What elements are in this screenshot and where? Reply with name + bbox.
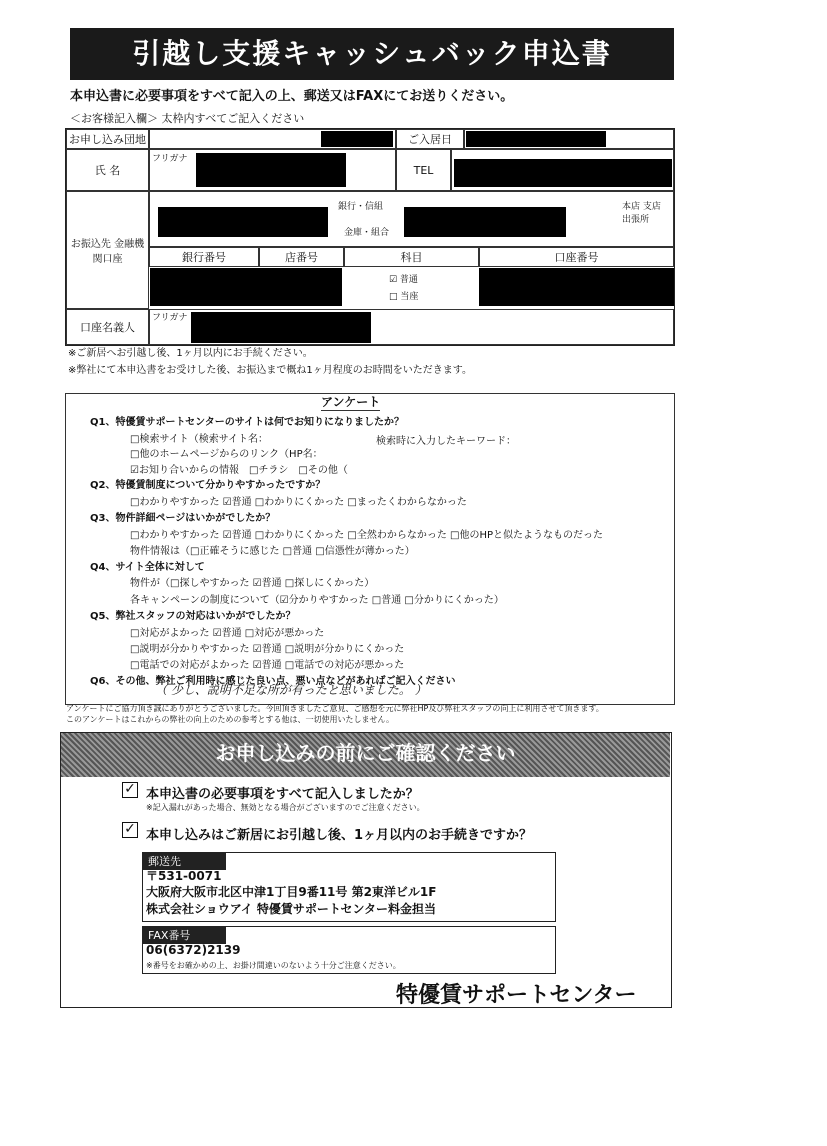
confirmation-heading: お申し込みの前にご確認ください [61, 733, 670, 777]
mail-zip: 〒531-0071 [146, 869, 222, 883]
survey-heading: アンケート [321, 395, 381, 409]
q1-text: Q1、特優賃サポートセンターのサイトは何でお知りになりましたか？ [90, 417, 405, 428]
fax-number: 06(6372)2139 [146, 943, 241, 957]
type-normal-checkbox[interactable]: ☑ 普通 [389, 275, 418, 285]
q5-options-service[interactable]: □対応がよかった ☑普通 □対応が悪かった [130, 628, 325, 639]
q1-option-search[interactable]: □検索サイト（検索サイト名： [130, 434, 269, 445]
holder-label: 口座名義人 [66, 309, 149, 345]
q1-option-link[interactable]: □他のホームページからのリンク（HP名： [130, 449, 323, 460]
redacted-bank-numbers [150, 268, 342, 306]
col-type: 科目 [344, 247, 479, 267]
mail-address: 大阪府大阪市北区中津1丁目9番11号 第2東洋ビル1F [146, 885, 437, 899]
col-account-no: 口座番号 [479, 247, 674, 267]
q3-options[interactable]: □わかりやすかった ☑普通 □わかりにくかった □全然わからなかった □他のHPと似たようなものだった [130, 530, 604, 541]
q1-option-keyword: 検索時に入力したキーワード： [376, 436, 516, 447]
form-notes: ※ご新居へお引越し後、1ヶ月以内にお手続ください。 ※弊社にて本申込書をお受けした後、お振込まで概ね1ヶ月程度のお時間をいただきます。 [68, 348, 472, 376]
survey-notes: アンケートにご協力頂き誠にありがとうございました。今回頂きましたご意見、ご感想を元に弊社HP及び弊社スタッフの向上に利用させて頂きます。 このアンケートはこれからの弊社の向上のための参考とする他は、一切使用いたしません。 [66, 704, 604, 724]
q6-handwritten-answer[interactable]: （ 少し、説明不足な所が有ったと思いました。 ） [155, 683, 427, 697]
move-in-label: ご入居日 [396, 129, 464, 149]
check-2-text: 本申し込みはご新居にお引越し後、1ヶ月以内のお手続きですか？ [146, 828, 533, 843]
check-1-text: 本申込書の必要事項をすべて記入しましたか？ [146, 787, 419, 802]
center-name: 特優賃サポートセンター [396, 983, 637, 1008]
q2-text: Q2、特優賃制度について分かりやすかったですか？ [90, 480, 326, 491]
col-branch-no: 店番号 [259, 247, 344, 267]
col-bank-no: 銀行番号 [149, 247, 259, 267]
q5-options-phone[interactable]: □電話での対応がよかった ☑普通 □電話での対応が悪かった [130, 660, 405, 671]
redacted-account-number [479, 268, 674, 306]
redacted-name [196, 153, 346, 187]
fax-note: ※番号をお確かめの上、お掛け間違いのないよう十分ご注意ください。 [146, 961, 401, 970]
intro-text: 本申込書に必要事項をすべて記入の上、郵送又はFAXにてお送りください。 [70, 89, 514, 104]
fax-tag: FAX番号 [142, 926, 226, 944]
branch-type-options: 本店 支店 出張所 [622, 202, 661, 225]
redacted-bank [158, 207, 328, 237]
q5-options-explanation[interactable]: □説明が分かりやすかった ☑普通 □説明が分かりにくかった [130, 644, 405, 655]
redacted-tel [454, 159, 672, 187]
q1-option-others[interactable]: ☑お知り合いからの情報 □チラシ □その他（ [130, 465, 348, 476]
bank-type-options-2: 金庫・組合 [344, 228, 390, 238]
check-1-note: ※記入漏れがあった場合、無効となる場合がございますのでご注意ください。 [146, 803, 425, 812]
bank-type-options: 銀行・信組 [338, 202, 384, 212]
q6-text: Q6、その他、弊社ご利用時に感じた良い点、悪い点などがあればご記入ください [90, 676, 456, 687]
mail-tag: 郵送先 [142, 852, 226, 870]
q5-text: Q5、弊社スタッフの対応はいかがでしたか？ [90, 611, 296, 622]
name-furigana-label: フリガナ [152, 154, 188, 164]
form-title: 引越し支援キャッシュバック申込書 [70, 28, 674, 80]
fill-note: ＜お客様記入欄＞ 太枠内すべてご記入ください [70, 112, 305, 125]
q4-options-campaign[interactable]: 各キャンペーンの制度について（☑分かりやすかった □普通 □分かりにくかった） [130, 595, 504, 606]
customer-form [65, 128, 675, 346]
q2-options[interactable]: □わかりやすかった ☑普通 □わかりにくかった □まったくわからなかった [130, 497, 467, 508]
tel-label: TEL [396, 149, 451, 191]
q4-text: Q4、サイト全体に対して [90, 562, 205, 573]
redacted-holder [191, 312, 371, 343]
q4-options-property[interactable]: 物件が（□探しやすかった ☑普通 □探しにくかった） [130, 578, 375, 589]
check-2-checkbox[interactable]: ✓ [122, 822, 138, 838]
redacted-branch [404, 207, 566, 237]
q3-text: Q3、物件詳細ページはいかがでしたか？ [90, 513, 276, 524]
redacted-move-in [466, 131, 606, 147]
type-current-checkbox[interactable]: □ 当座 [389, 292, 419, 302]
mail-company: 株式会社ショウアイ 特優賃サポートセンター料金担当 [146, 902, 437, 916]
check-1-checkbox[interactable]: ✓ [122, 782, 138, 798]
q3-options-info[interactable]: 物件情報は（□正確そうに感じた □普通 □信憑性が薄かった） [130, 546, 415, 557]
holder-furigana-label: フリガナ [152, 313, 188, 323]
redacted-complex [321, 131, 393, 147]
bank-label: お振込先 金融機関口座 [66, 191, 149, 309]
name-label: 氏 名 [66, 149, 149, 191]
complex-label: お申し込み団地 [66, 129, 149, 149]
